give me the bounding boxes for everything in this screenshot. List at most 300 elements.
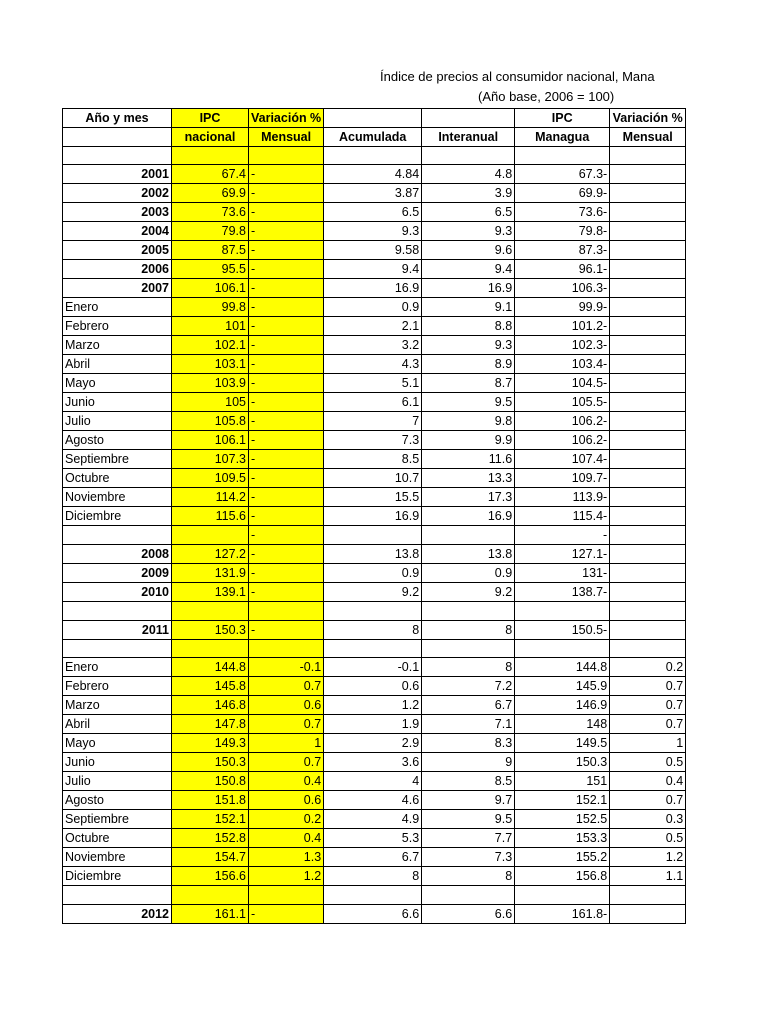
table-cell-acum[interactable]: 7 [324, 412, 422, 431]
table-cell-label[interactable]: 2010 [63, 583, 172, 602]
table-cell-inter[interactable]: 7.2 [422, 677, 515, 696]
table-cell-var[interactable] [249, 639, 324, 657]
table-cell-mvar[interactable] [610, 279, 686, 298]
table-cell-inter[interactable]: 9.9 [422, 431, 515, 450]
table-cell-inter[interactable]: 3.9 [422, 184, 515, 203]
table-cell-mvar[interactable] [610, 203, 686, 222]
table-cell-var[interactable]: - [249, 564, 324, 583]
table-cell-ipc[interactable]: 145.8 [172, 677, 249, 696]
table-cell-mvar[interactable]: 0.7 [610, 677, 686, 696]
table-cell-ipc[interactable]: 152.8 [172, 829, 249, 848]
table-cell-acum[interactable]: 4.3 [324, 355, 422, 374]
table-cell-var[interactable]: - [249, 355, 324, 374]
table-cell-inter[interactable]: 8.8 [422, 317, 515, 336]
table-cell-mga[interactable]: 109.7- [515, 469, 610, 488]
table-cell-acum[interactable]: 8.5 [324, 450, 422, 469]
table-cell-acum[interactable]: 6.1 [324, 393, 422, 412]
table-cell-ipc[interactable]: 103.1 [172, 355, 249, 374]
table-cell-acum[interactable] [324, 526, 422, 545]
table-cell-mga[interactable]: 150.3 [515, 753, 610, 772]
table-cell-label[interactable]: Diciembre [63, 507, 172, 526]
table-cell-mvar[interactable]: 0.5 [610, 829, 686, 848]
table-cell-var[interactable]: - [249, 526, 324, 545]
table-cell-inter[interactable]: 9.3 [422, 336, 515, 355]
table-cell-label[interactable]: Noviembre [63, 848, 172, 867]
table-cell-ipc[interactable]: 69.9 [172, 184, 249, 203]
table-cell-label[interactable] [63, 602, 172, 620]
header-cell[interactable]: Año y mes [63, 109, 172, 128]
table-cell-mga[interactable]: 104.5- [515, 374, 610, 393]
table-cell-var[interactable]: 0.2 [249, 810, 324, 829]
header-cell[interactable]: Acumulada [324, 128, 422, 147]
table-cell-mga[interactable]: 106.3- [515, 279, 610, 298]
table-cell-mvar[interactable] [610, 507, 686, 526]
table-cell-label[interactable]: 2007 [63, 279, 172, 298]
table-cell-inter[interactable] [422, 886, 515, 904]
table-cell-mvar[interactable] [610, 412, 686, 431]
table-cell-var[interactable]: - [249, 412, 324, 431]
table-cell-inter[interactable]: 4.8 [422, 165, 515, 184]
table-cell-mga[interactable]: 87.3- [515, 241, 610, 260]
table-cell-mvar[interactable]: 0.4 [610, 772, 686, 791]
table-cell-inter[interactable]: 7.3 [422, 848, 515, 867]
table-cell-var[interactable]: - [249, 317, 324, 336]
table-cell-inter[interactable] [422, 639, 515, 657]
table-cell-mvar[interactable] [610, 620, 686, 639]
table-cell-ipc[interactable] [172, 886, 249, 904]
table-cell-acum[interactable]: 9.4 [324, 260, 422, 279]
table-cell-ipc[interactable]: 154.7 [172, 848, 249, 867]
table-cell-label[interactable]: Octubre [63, 829, 172, 848]
table-cell-label[interactable]: 2008 [63, 545, 172, 564]
table-cell-mvar[interactable] [610, 393, 686, 412]
table-cell-label[interactable]: Octubre [63, 469, 172, 488]
table-cell-acum[interactable]: 7.3 [324, 431, 422, 450]
table-cell-var[interactable]: - [249, 904, 324, 923]
table-cell-var[interactable]: 1 [249, 734, 324, 753]
table-cell-var[interactable]: 1.2 [249, 867, 324, 886]
table-cell-mga[interactable]: 106.2- [515, 431, 610, 450]
table-cell-mvar[interactable] [610, 317, 686, 336]
table-cell-ipc[interactable]: 131.9 [172, 564, 249, 583]
table-cell-mvar[interactable] [610, 904, 686, 923]
table-cell-mvar[interactable] [610, 602, 686, 620]
table-cell-mga[interactable]: 69.9- [515, 184, 610, 203]
header-cell[interactable]: Mensual [249, 128, 324, 147]
table-cell-acum[interactable] [324, 602, 422, 620]
table-cell-ipc[interactable]: 107.3 [172, 450, 249, 469]
table-cell-ipc[interactable] [172, 526, 249, 545]
table-cell-label[interactable]: Mayo [63, 374, 172, 393]
table-cell-mga[interactable]: 152.1 [515, 791, 610, 810]
table-cell-acum[interactable]: 8 [324, 620, 422, 639]
table-cell-mga[interactable]: 113.9- [515, 488, 610, 507]
table-cell-ipc[interactable] [172, 639, 249, 657]
table-cell-mvar[interactable] [610, 260, 686, 279]
table-cell-mvar[interactable] [610, 545, 686, 564]
table-cell-inter[interactable]: 9.3 [422, 222, 515, 241]
table-cell-inter[interactable] [422, 602, 515, 620]
table-cell-acum[interactable]: 1.9 [324, 715, 422, 734]
table-cell-ipc[interactable]: 149.3 [172, 734, 249, 753]
table-cell-mga[interactable]: 161.8- [515, 904, 610, 923]
table-cell-mga[interactable]: 106.2- [515, 412, 610, 431]
table-cell-mvar[interactable] [610, 886, 686, 904]
table-cell-mga[interactable]: 150.5- [515, 620, 610, 639]
table-cell-inter[interactable]: 9.2 [422, 583, 515, 602]
header-cell[interactable]: IPC [515, 109, 610, 128]
table-cell-var[interactable]: - [249, 374, 324, 393]
table-cell-label[interactable]: Julio [63, 772, 172, 791]
table-cell-ipc[interactable]: 106.1 [172, 279, 249, 298]
table-cell-acum[interactable]: 3.6 [324, 753, 422, 772]
table-cell-ipc[interactable]: 139.1 [172, 583, 249, 602]
table-cell-acum[interactable]: 5.1 [324, 374, 422, 393]
table-cell-inter[interactable]: 11.6 [422, 450, 515, 469]
table-cell-mvar[interactable] [610, 639, 686, 657]
header-cell[interactable] [324, 109, 422, 128]
table-cell-mvar[interactable] [610, 526, 686, 545]
table-cell-ipc[interactable]: 150.8 [172, 772, 249, 791]
table-cell-var[interactable]: 0.6 [249, 791, 324, 810]
table-cell-acum[interactable]: 9.2 [324, 583, 422, 602]
table-cell-label[interactable]: 2004 [63, 222, 172, 241]
table-cell-label[interactable]: Julio [63, 412, 172, 431]
table-cell-mga[interactable] [515, 639, 610, 657]
table-cell-label[interactable]: Agosto [63, 431, 172, 450]
table-cell-var[interactable]: - [249, 165, 324, 184]
table-cell-acum[interactable]: 4 [324, 772, 422, 791]
table-cell-mvar[interactable] [610, 147, 686, 165]
table-cell-mvar[interactable] [610, 488, 686, 507]
table-cell-acum[interactable]: 16.9 [324, 507, 422, 526]
table-cell-label[interactable]: 2001 [63, 165, 172, 184]
table-cell-mvar[interactable]: 0.3 [610, 810, 686, 829]
table-cell-mga[interactable] [515, 602, 610, 620]
table-cell-ipc[interactable]: 101 [172, 317, 249, 336]
table-cell-var[interactable]: - [249, 431, 324, 450]
table-cell-mvar[interactable] [610, 564, 686, 583]
table-cell-label[interactable]: 2002 [63, 184, 172, 203]
table-cell-mga[interactable]: 153.3 [515, 829, 610, 848]
table-cell-mvar[interactable] [610, 222, 686, 241]
table-cell-inter[interactable]: 6.7 [422, 696, 515, 715]
header-cell[interactable]: Variación % [249, 109, 324, 128]
table-cell-mga[interactable]: 96.1- [515, 260, 610, 279]
table-cell-ipc[interactable]: 161.1 [172, 904, 249, 923]
table-cell-mga[interactable]: 127.1- [515, 545, 610, 564]
table-cell-acum[interactable]: 15.5 [324, 488, 422, 507]
table-cell-acum[interactable]: 9.3 [324, 222, 422, 241]
table-cell-label[interactable]: Junio [63, 393, 172, 412]
table-cell-acum[interactable]: 6.5 [324, 203, 422, 222]
table-cell-var[interactable]: - [249, 583, 324, 602]
table-cell-mvar[interactable] [610, 450, 686, 469]
table-cell-mvar[interactable] [610, 583, 686, 602]
table-cell-mvar[interactable] [610, 165, 686, 184]
table-cell-var[interactable] [249, 602, 324, 620]
table-cell-inter[interactable]: 9.5 [422, 393, 515, 412]
header-cell[interactable]: Managua [515, 128, 610, 147]
table-cell-mga[interactable]: 145.9 [515, 677, 610, 696]
table-cell-inter[interactable]: 9 [422, 753, 515, 772]
table-cell-inter[interactable]: 9.8 [422, 412, 515, 431]
table-cell-ipc[interactable]: 127.2 [172, 545, 249, 564]
table-cell-label[interactable]: Junio [63, 753, 172, 772]
table-cell-mvar[interactable]: 0.7 [610, 715, 686, 734]
table-cell-ipc[interactable]: 103.9 [172, 374, 249, 393]
table-cell-var[interactable]: 0.4 [249, 772, 324, 791]
table-cell-mga[interactable]: 105.5- [515, 393, 610, 412]
header-cell[interactable]: Interanual [422, 128, 515, 147]
table-cell-inter[interactable]: 16.9 [422, 507, 515, 526]
table-cell-label[interactable]: Noviembre [63, 488, 172, 507]
table-cell-inter[interactable]: 17.3 [422, 488, 515, 507]
table-cell-ipc[interactable] [172, 147, 249, 165]
table-cell-ipc[interactable]: 79.8 [172, 222, 249, 241]
table-cell-inter[interactable]: 6.6 [422, 904, 515, 923]
table-cell-acum[interactable]: 6.7 [324, 848, 422, 867]
table-cell-ipc[interactable]: 152.1 [172, 810, 249, 829]
table-cell-label[interactable] [63, 639, 172, 657]
table-cell-var[interactable]: - [249, 469, 324, 488]
table-cell-acum[interactable]: 16.9 [324, 279, 422, 298]
table-cell-mvar[interactable] [610, 355, 686, 374]
table-cell-mga[interactable]: 102.3- [515, 336, 610, 355]
table-cell-label[interactable]: 2012 [63, 904, 172, 923]
table-cell-mvar[interactable]: 1 [610, 734, 686, 753]
table-cell-mga[interactable]: 149.5 [515, 734, 610, 753]
table-cell-ipc[interactable]: 102.1 [172, 336, 249, 355]
table-cell-inter[interactable]: 8 [422, 867, 515, 886]
table-cell-ipc[interactable]: 109.5 [172, 469, 249, 488]
table-cell-acum[interactable]: -0.1 [324, 658, 422, 677]
table-cell-mvar[interactable] [610, 469, 686, 488]
table-cell-inter[interactable]: 9.7 [422, 791, 515, 810]
table-cell-mga[interactable]: 155.2 [515, 848, 610, 867]
table-cell-var[interactable]: 0.4 [249, 829, 324, 848]
table-cell-mvar[interactable]: 0.7 [610, 696, 686, 715]
table-cell-ipc[interactable]: 150.3 [172, 753, 249, 772]
table-cell-mga[interactable]: 152.5 [515, 810, 610, 829]
header-cell[interactable]: Variación % [610, 109, 686, 128]
table-cell-inter[interactable]: 8 [422, 658, 515, 677]
table-cell-ipc[interactable]: 114.2 [172, 488, 249, 507]
table-cell-mga[interactable]: 156.8 [515, 867, 610, 886]
table-cell-acum[interactable]: 0.6 [324, 677, 422, 696]
table-cell-var[interactable]: 0.7 [249, 677, 324, 696]
table-cell-acum[interactable]: 0.9 [324, 564, 422, 583]
table-cell-inter[interactable]: 8.5 [422, 772, 515, 791]
table-cell-var[interactable]: 0.7 [249, 753, 324, 772]
table-cell-ipc[interactable]: 106.1 [172, 431, 249, 450]
table-cell-ipc[interactable]: 144.8 [172, 658, 249, 677]
table-cell-label[interactable]: 2011 [63, 620, 172, 639]
table-cell-mga[interactable]: 67.3- [515, 165, 610, 184]
table-cell-mga[interactable]: 101.2- [515, 317, 610, 336]
table-cell-ipc[interactable]: 146.8 [172, 696, 249, 715]
table-cell-mga[interactable]: 148 [515, 715, 610, 734]
table-cell-ipc[interactable] [172, 602, 249, 620]
table-cell-var[interactable]: 1.3 [249, 848, 324, 867]
table-cell-inter[interactable]: 9.6 [422, 241, 515, 260]
table-cell-inter[interactable]: 6.5 [422, 203, 515, 222]
table-cell-ipc[interactable]: 87.5 [172, 241, 249, 260]
table-cell-inter[interactable] [422, 526, 515, 545]
table-cell-var[interactable]: - [249, 241, 324, 260]
table-cell-label[interactable]: Febrero [63, 677, 172, 696]
table-cell-var[interactable]: - [249, 298, 324, 317]
table-cell-inter[interactable]: 16.9 [422, 279, 515, 298]
header-cell[interactable] [422, 109, 515, 128]
table-cell-var[interactable]: -0.1 [249, 658, 324, 677]
header-cell[interactable]: nacional [172, 128, 249, 147]
table-cell-mga[interactable]: 115.4- [515, 507, 610, 526]
table-cell-acum[interactable]: 13.8 [324, 545, 422, 564]
table-cell-var[interactable]: 0.7 [249, 715, 324, 734]
table-cell-mvar[interactable]: 0.5 [610, 753, 686, 772]
table-cell-mga[interactable]: 107.4- [515, 450, 610, 469]
table-cell-inter[interactable]: 9.1 [422, 298, 515, 317]
table-cell-inter[interactable]: 9.4 [422, 260, 515, 279]
table-cell-var[interactable]: - [249, 279, 324, 298]
table-cell-acum[interactable]: 4.9 [324, 810, 422, 829]
table-cell-mga[interactable]: 146.9 [515, 696, 610, 715]
table-cell-acum[interactable]: 2.1 [324, 317, 422, 336]
table-cell-ipc[interactable]: 105.8 [172, 412, 249, 431]
table-cell-label[interactable]: Abril [63, 355, 172, 374]
header-cell[interactable]: Mensual [610, 128, 686, 147]
table-cell-label[interactable]: Enero [63, 658, 172, 677]
table-cell-label[interactable]: Marzo [63, 696, 172, 715]
table-cell-mvar[interactable] [610, 431, 686, 450]
table-cell-acum[interactable]: 4.6 [324, 791, 422, 810]
table-cell-acum[interactable]: 10.7 [324, 469, 422, 488]
table-cell-label[interactable] [63, 526, 172, 545]
table-cell-mga[interactable]: 103.4- [515, 355, 610, 374]
table-cell-inter[interactable]: 9.5 [422, 810, 515, 829]
table-cell-label[interactable]: 2003 [63, 203, 172, 222]
table-cell-var[interactable]: - [249, 336, 324, 355]
table-cell-mga[interactable]: 131- [515, 564, 610, 583]
table-cell-inter[interactable]: 8.3 [422, 734, 515, 753]
table-cell-mvar[interactable]: 1.2 [610, 848, 686, 867]
table-cell-inter[interactable]: 8.9 [422, 355, 515, 374]
table-cell-mvar[interactable]: 0.7 [610, 791, 686, 810]
table-cell-var[interactable] [249, 147, 324, 165]
table-cell-acum[interactable]: 6.6 [324, 904, 422, 923]
table-cell-mvar[interactable] [610, 374, 686, 393]
table-cell-acum[interactable] [324, 639, 422, 657]
table-cell-mvar[interactable]: 1.1 [610, 867, 686, 886]
table-cell-label[interactable]: Septiembre [63, 810, 172, 829]
table-cell-inter[interactable]: 0.9 [422, 564, 515, 583]
table-cell-label[interactable]: 2005 [63, 241, 172, 260]
table-cell-label[interactable]: 2006 [63, 260, 172, 279]
table-cell-label[interactable]: 2009 [63, 564, 172, 583]
table-cell-mvar[interactable] [610, 336, 686, 355]
table-cell-acum[interactable] [324, 147, 422, 165]
table-cell-label[interactable]: Mayo [63, 734, 172, 753]
table-cell-acum[interactable]: 4.84 [324, 165, 422, 184]
table-cell-mvar[interactable]: 0.2 [610, 658, 686, 677]
table-cell-ipc[interactable]: 105 [172, 393, 249, 412]
table-cell-label[interactable]: Agosto [63, 791, 172, 810]
table-cell-var[interactable]: - [249, 507, 324, 526]
table-cell-var[interactable]: - [249, 450, 324, 469]
table-cell-var[interactable]: 0.6 [249, 696, 324, 715]
table-cell-acum[interactable]: 8 [324, 867, 422, 886]
table-cell-var[interactable]: - [249, 545, 324, 564]
table-cell-label[interactable]: Septiembre [63, 450, 172, 469]
table-cell-mga[interactable] [515, 147, 610, 165]
table-cell-mga[interactable]: 79.8- [515, 222, 610, 241]
table-cell-mvar[interactable] [610, 184, 686, 203]
table-cell-ipc[interactable]: 151.8 [172, 791, 249, 810]
table-cell-label[interactable] [63, 147, 172, 165]
table-cell-mga[interactable]: - [515, 526, 610, 545]
table-cell-var[interactable]: - [249, 393, 324, 412]
table-cell-acum[interactable]: 3.2 [324, 336, 422, 355]
table-cell-acum[interactable]: 5.3 [324, 829, 422, 848]
table-cell-mga[interactable]: 73.6- [515, 203, 610, 222]
table-cell-acum[interactable]: 9.58 [324, 241, 422, 260]
table-cell-var[interactable]: - [249, 203, 324, 222]
table-cell-label[interactable]: Diciembre [63, 867, 172, 886]
table-cell-label[interactable]: Abril [63, 715, 172, 734]
table-cell-ipc[interactable]: 156.6 [172, 867, 249, 886]
table-cell-var[interactable]: - [249, 260, 324, 279]
table-cell-acum[interactable]: 3.87 [324, 184, 422, 203]
table-cell-mvar[interactable] [610, 298, 686, 317]
table-cell-ipc[interactable]: 150.3 [172, 620, 249, 639]
table-cell-mga[interactable]: 144.8 [515, 658, 610, 677]
table-cell-label[interactable]: Enero [63, 298, 172, 317]
table-cell-label[interactable]: Febrero [63, 317, 172, 336]
table-cell-inter[interactable]: 8.7 [422, 374, 515, 393]
table-cell-mvar[interactable] [610, 241, 686, 260]
table-cell-var[interactable]: - [249, 620, 324, 639]
table-cell-inter[interactable]: 7.1 [422, 715, 515, 734]
table-cell-ipc[interactable]: 99.8 [172, 298, 249, 317]
table-cell-ipc[interactable]: 73.6 [172, 203, 249, 222]
table-cell-var[interactable]: - [249, 222, 324, 241]
table-cell-var[interactable]: - [249, 184, 324, 203]
table-cell-var[interactable] [249, 886, 324, 904]
table-cell-ipc[interactable]: 115.6 [172, 507, 249, 526]
table-cell-inter[interactable]: 8 [422, 620, 515, 639]
table-cell-mga[interactable]: 151 [515, 772, 610, 791]
table-cell-ipc[interactable]: 95.5 [172, 260, 249, 279]
table-cell-inter[interactable]: 13.3 [422, 469, 515, 488]
table-cell-acum[interactable]: 2.9 [324, 734, 422, 753]
table-cell-mga[interactable]: 138.7- [515, 583, 610, 602]
table-cell-inter[interactable] [422, 147, 515, 165]
table-cell-mga[interactable] [515, 886, 610, 904]
table-cell-ipc[interactable]: 67.4 [172, 165, 249, 184]
table-cell-label[interactable]: Marzo [63, 336, 172, 355]
table-cell-mga[interactable]: 99.9- [515, 298, 610, 317]
table-cell-inter[interactable]: 7.7 [422, 829, 515, 848]
table-cell-ipc[interactable]: 147.8 [172, 715, 249, 734]
table-cell-acum[interactable]: 1.2 [324, 696, 422, 715]
header-cell[interactable] [63, 128, 172, 147]
table-cell-acum[interactable] [324, 886, 422, 904]
header-cell[interactable]: IPC [172, 109, 249, 128]
table-cell-var[interactable]: - [249, 488, 324, 507]
table-cell-acum[interactable]: 0.9 [324, 298, 422, 317]
table-cell-inter[interactable]: 13.8 [422, 545, 515, 564]
